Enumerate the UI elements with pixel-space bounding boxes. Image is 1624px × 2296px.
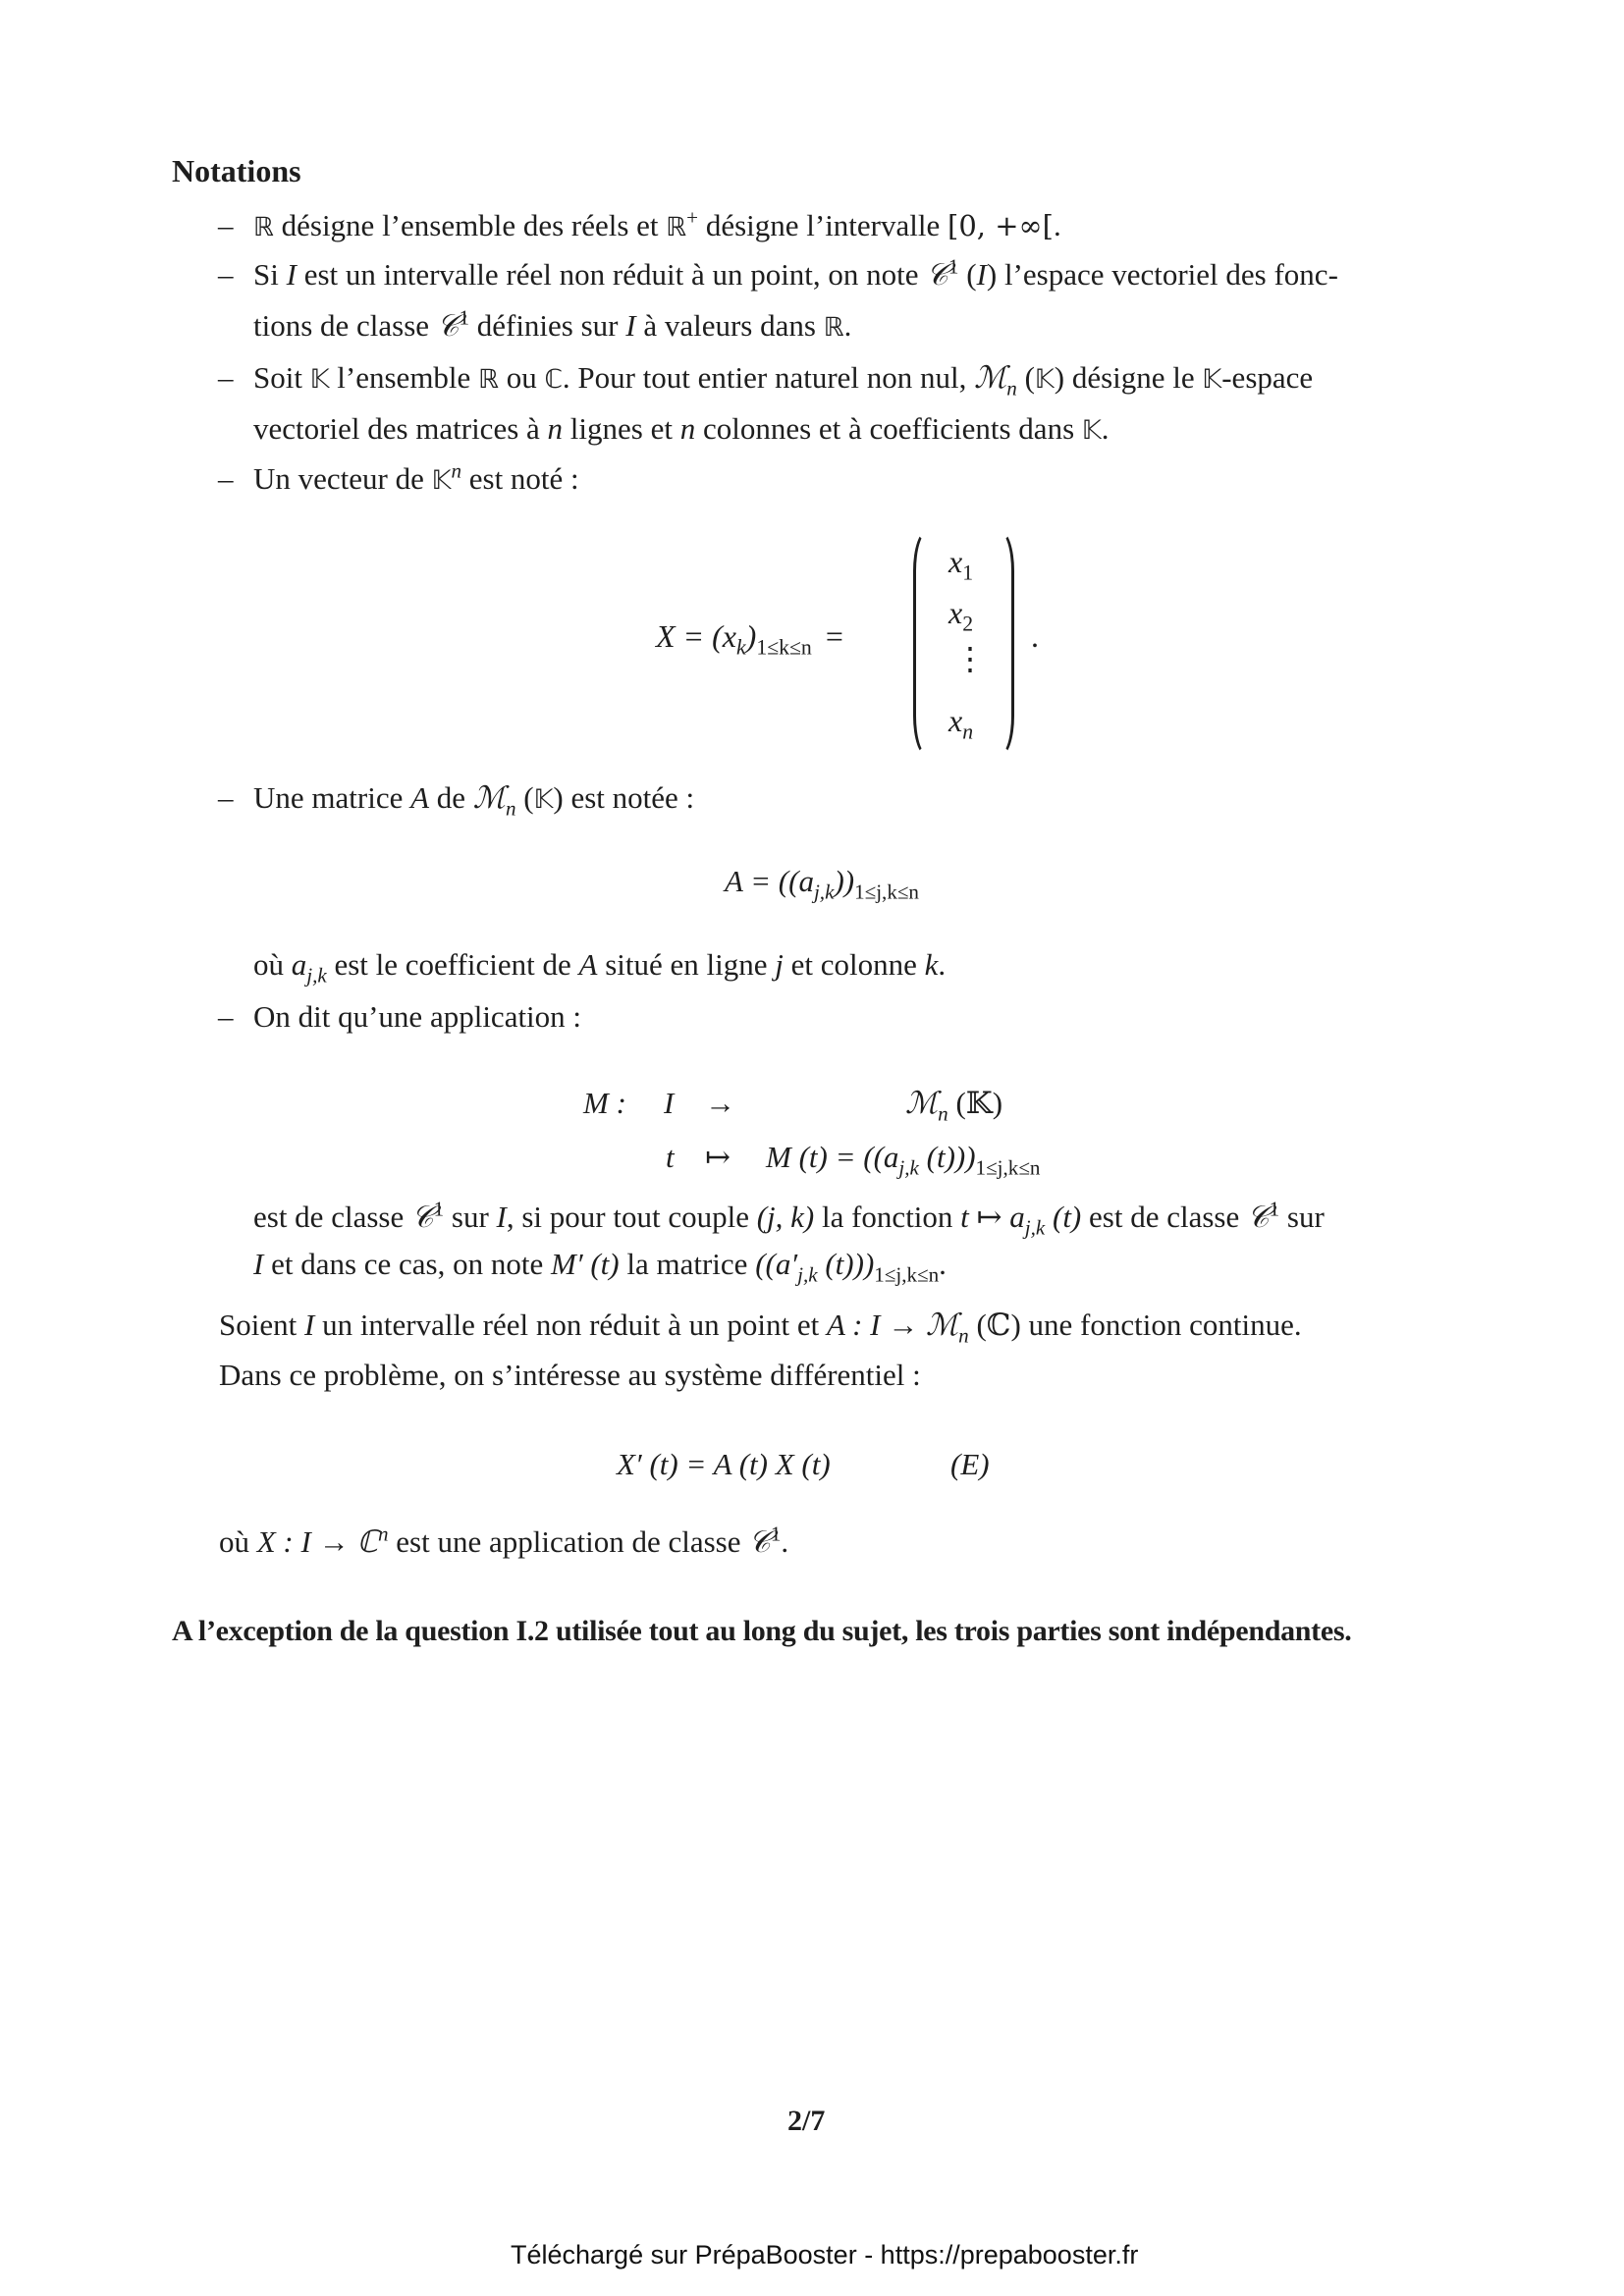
paragraph-hypothesis: Soient I un intervalle réel non réduit à un point et A : I → ℳ$_n$ (ℂ) une fonction continue.	[219, 1308, 1302, 1348]
mapping-image: M $(t) = ((a_{j,k}$ $(t)))_{1\le j,k\le n}$	[766, 1140, 1041, 1180]
left-parenthesis	[913, 530, 942, 757]
differential-equation: X′ (t) = A (t) X (t)	[617, 1447, 831, 1481]
list-item-matrices-line1: Soit 𝕂 l’ensemble ℝ ou ℂ. Pour tout entier naturel non nul, ℳ$_n$ (𝕂) désigne le 𝕂-espace	[253, 360, 1314, 400]
mapping-maps-to: ↦	[705, 1140, 731, 1174]
mapping-domain: I	[664, 1086, 675, 1120]
bold-note: A l’exception de la question I.2 utilisée tout au long du sujet, les trois parties sont indépendantes.	[172, 1615, 1352, 1647]
list-item-matrix-notation: Une matrice A de ℳ$_n$ (𝕂) est notée :	[253, 780, 695, 821]
bullet-dash: –	[218, 780, 234, 815]
bullet-dash: –	[218, 461, 234, 496]
right-parenthesis	[986, 530, 1014, 757]
matrix-formula: $A = ((a_{j,k}))_{1\le j,k\le n}$	[725, 864, 919, 904]
list-item-c1-line1: Si I est un intervalle réel non réduit à un point, on note 𝒞$^1$ (I) l’espace vectoriel des fonc-	[253, 254, 1338, 293]
mapping-codomain: ℳ$_n$ (𝕂)	[905, 1086, 1003, 1126]
vector-entry: $x_1$	[948, 544, 974, 585]
bullet-dash: –	[218, 257, 234, 292]
matrix-coefficient-note: où $a_{j,k}$ est le coefficient de A situé en ligne j et colonne k.	[253, 947, 947, 988]
equation-label: (E)	[950, 1447, 990, 1481]
vector-formula-lhs: $X = (x_k)_{1\le k\le n}$ =	[656, 618, 843, 660]
vector-period: .	[1031, 618, 1039, 654]
vector-entry: $x_2$	[948, 595, 974, 636]
list-item-vector: Un vecteur de 𝕂$^n$ est noté :	[253, 458, 579, 496]
mapping-name: M :	[583, 1086, 626, 1120]
mapping-variable: t	[666, 1140, 675, 1174]
vector-entry-dots: ⋮	[954, 641, 986, 676]
paragraph-problem: Dans ce problème, on s’intéresse au système différentiel :	[219, 1358, 921, 1392]
list-item-matrices-line2: vectoriel des matrices à n lignes et n colonnes et à coefficients dans 𝕂.	[253, 411, 1110, 446]
list-item-c1-line2: tions de classe 𝒞$^1$ définies sur I à valeurs dans ℝ.	[253, 305, 852, 344]
application-class-line2: I et dans ce cas, on note M′ (t) la matrice (($a'_{j,k}$ $(t)))_{1\le j,k\le n}$.	[253, 1247, 947, 1287]
list-item-application: On dit qu’une application :	[253, 999, 582, 1034]
bullet-dash: –	[218, 208, 234, 242]
application-class-line1: est de classe 𝒞$^1$ sur I, si pour tout couple (j, k) la fonction t ↦ $a_{j,k}$ (t) est de classe 𝒞$^1$ sur	[253, 1197, 1325, 1240]
vector-entry: $x_n$	[948, 703, 974, 744]
page-number: 2/7	[787, 2105, 826, 2137]
bullet-dash: –	[218, 999, 234, 1034]
paragraph-solution-class: où X : I → ℂ$^n$ est une application de classe 𝒞$^1$.	[219, 1522, 789, 1560]
section-heading: Notations	[172, 153, 301, 188]
bullet-dash: –	[218, 360, 234, 395]
list-item-reals: ℝ désigne l’ensemble des réels et ℝ+ désigne l’intervalle [0, +∞[.	[253, 205, 1061, 242]
mapping-arrow: →	[705, 1086, 735, 1120]
download-footer: Téléchargé sur PrépaBooster - https://prepabooster.fr	[511, 2240, 1139, 2269]
